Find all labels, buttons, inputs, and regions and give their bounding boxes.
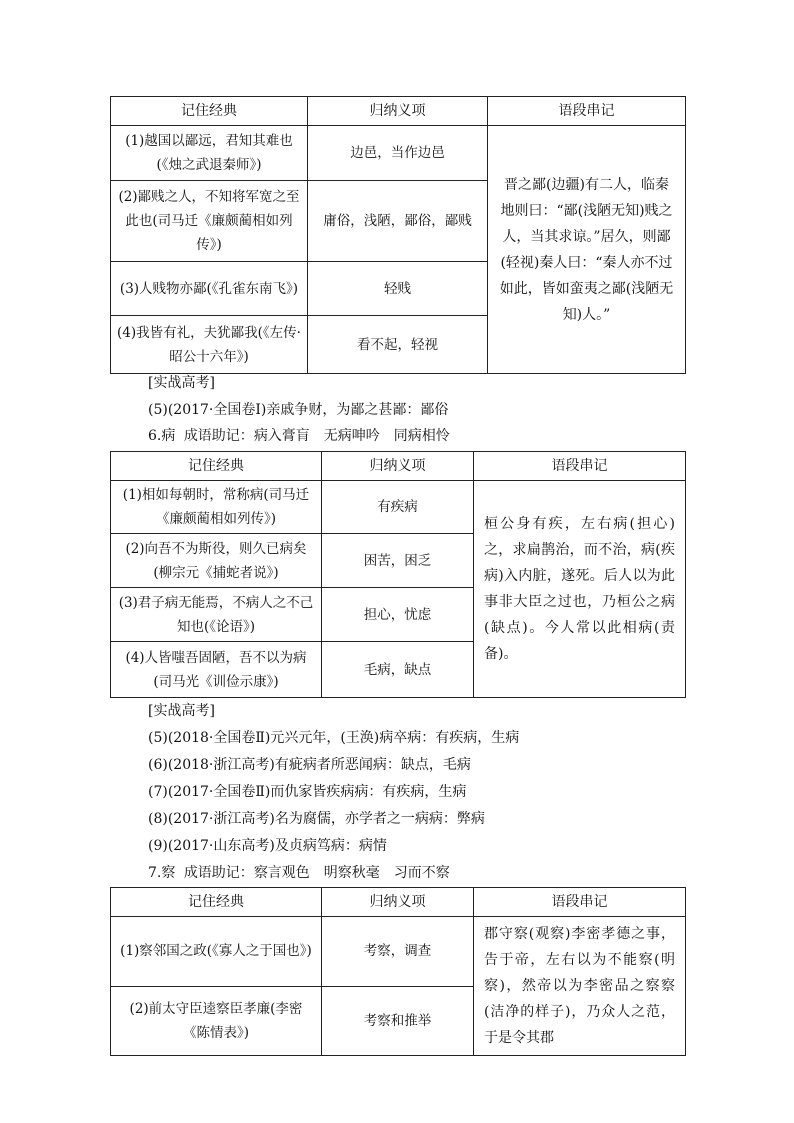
idiom-list: 察言观色 明察秋毫 习而不察 bbox=[253, 865, 450, 881]
table-row-meaning: 看不起，轻视 bbox=[308, 316, 488, 374]
table-row-example: (4)人皆嗤吾固陋，吾不以为病(司马光《训俭示康》) bbox=[111, 642, 322, 698]
practice-item: (9)(2017·山东高考)及贞病笃病：病情 bbox=[148, 838, 387, 854]
header-story: 语段串记 bbox=[474, 452, 686, 481]
table-row-meaning: 轻贱 bbox=[308, 262, 488, 316]
practice-label: [实战高考] bbox=[148, 375, 215, 391]
story-text: 晋之鄙(边疆)有二人，临秦地则曰：“鄙(浅陋无知)贱之人，当其求谅。”居久，则鄙(轻视)秦人曰：“秦人亦不过如此，皆如蛮夷之鄙(浅陋无知)人。” bbox=[488, 126, 686, 374]
practice-item: (5)(2018·全国卷Ⅱ)元兴元年，(王涣)病卒病：有疾病，生病 bbox=[148, 730, 520, 746]
table-row-meaning: 庸俗，浅陋，鄙俗，鄙贱 bbox=[308, 181, 488, 262]
practice-item: (5)(2017·全国卷Ⅰ)亲戚争财，为鄙之甚鄙：鄙俗 bbox=[148, 402, 449, 418]
story-text: 郡守察(观察)李密孝德之事，告于帝，左右以为不能察(明察)，然帝以为李密品之察察(洁净的样子)，乃众人之范，于是令其郡 bbox=[474, 917, 686, 1056]
word-heading bbox=[148, 425, 450, 445]
idiom-list: 病入膏肓 无病呻吟 同病相怜 bbox=[253, 428, 450, 444]
table-row-example: (1)相如每朝时，常称病(司马迁《廉颇蔺相如列传》) bbox=[111, 481, 322, 534]
word-heading bbox=[148, 862, 450, 882]
header-story: 语段串记 bbox=[474, 888, 686, 917]
table-row-meaning: 毛病，缺点 bbox=[322, 642, 474, 698]
table-bi bbox=[110, 96, 686, 374]
header-meaning: 归纳义项 bbox=[322, 452, 474, 481]
table-row-example: (1)察邻国之政(《寡人之于国也》) bbox=[111, 917, 322, 987]
table-row-meaning: 边邑，当作边邑 bbox=[308, 126, 488, 181]
table-row-meaning: 考察和推举 bbox=[322, 986, 474, 1056]
table-row-meaning: 担心，忧虑 bbox=[322, 588, 474, 642]
idiom-label: 成语助记： bbox=[183, 428, 254, 444]
practice-item: (6)(2018·浙江高考)有疵病者所恶闻病：缺点，毛病 bbox=[148, 757, 471, 773]
header-meaning: 归纳义项 bbox=[322, 888, 474, 917]
header-meaning: 归纳义项 bbox=[308, 97, 488, 126]
idiom-label: 成语助记： bbox=[183, 865, 254, 881]
table-row-example: (2)鄙贱之人，不知将军宽之至此也(司马迁《廉颇蔺相如列传》) bbox=[111, 181, 308, 262]
header-classic: 记住经典 bbox=[111, 452, 322, 481]
word-number: 6.病 bbox=[148, 428, 176, 444]
table-cha bbox=[110, 887, 686, 1056]
word-number: 7.察 bbox=[148, 865, 176, 881]
table-row-example: (1)越国以鄙远，君知其难也(《烛之武退秦师》) bbox=[111, 126, 308, 181]
practice-item: (8)(2017·浙江高考)名为腐儒，亦学者之一病病：弊病 bbox=[148, 811, 485, 827]
header-classic: 记住经典 bbox=[111, 97, 308, 126]
table-row-meaning: 困苦，困乏 bbox=[322, 534, 474, 588]
table-bing bbox=[110, 451, 686, 698]
story-text: 桓公身有疾，左右病(担心)之，求扁鹊治，而不治，病(疾病)入内脏，遂死。后人以为此事非大臣之过也，乃桓公之病(缺点)。今人常以此相病(责备)。 bbox=[474, 481, 686, 698]
table-row-meaning: 有疾病 bbox=[322, 481, 474, 534]
table-row-example: (4)我皆有礼，夫犹鄙我(《左传·昭公十六年》) bbox=[111, 316, 308, 374]
practice-item: (7)(2017·全国卷Ⅱ)而仇家皆疾病病：有疾病，生病 bbox=[148, 784, 467, 800]
header-classic: 记住经典 bbox=[111, 888, 322, 917]
table-row-example: (3)君子病无能焉，不病人之不己知也(《论语》) bbox=[111, 588, 322, 642]
header-story: 语段串记 bbox=[488, 97, 686, 126]
table-row-example: (2)向吾不为斯役，则久已病矣(柳宗元《捕蛇者说》) bbox=[111, 534, 322, 588]
table-row-meaning: 考察，调查 bbox=[322, 917, 474, 987]
table-row-example: (2)前太守臣逵察臣孝廉(李密《陈情表》) bbox=[111, 986, 322, 1056]
practice-label: [实战高考] bbox=[148, 703, 215, 719]
table-row-example: (3)人贱物亦鄙(《孔雀东南飞》) bbox=[111, 262, 308, 316]
